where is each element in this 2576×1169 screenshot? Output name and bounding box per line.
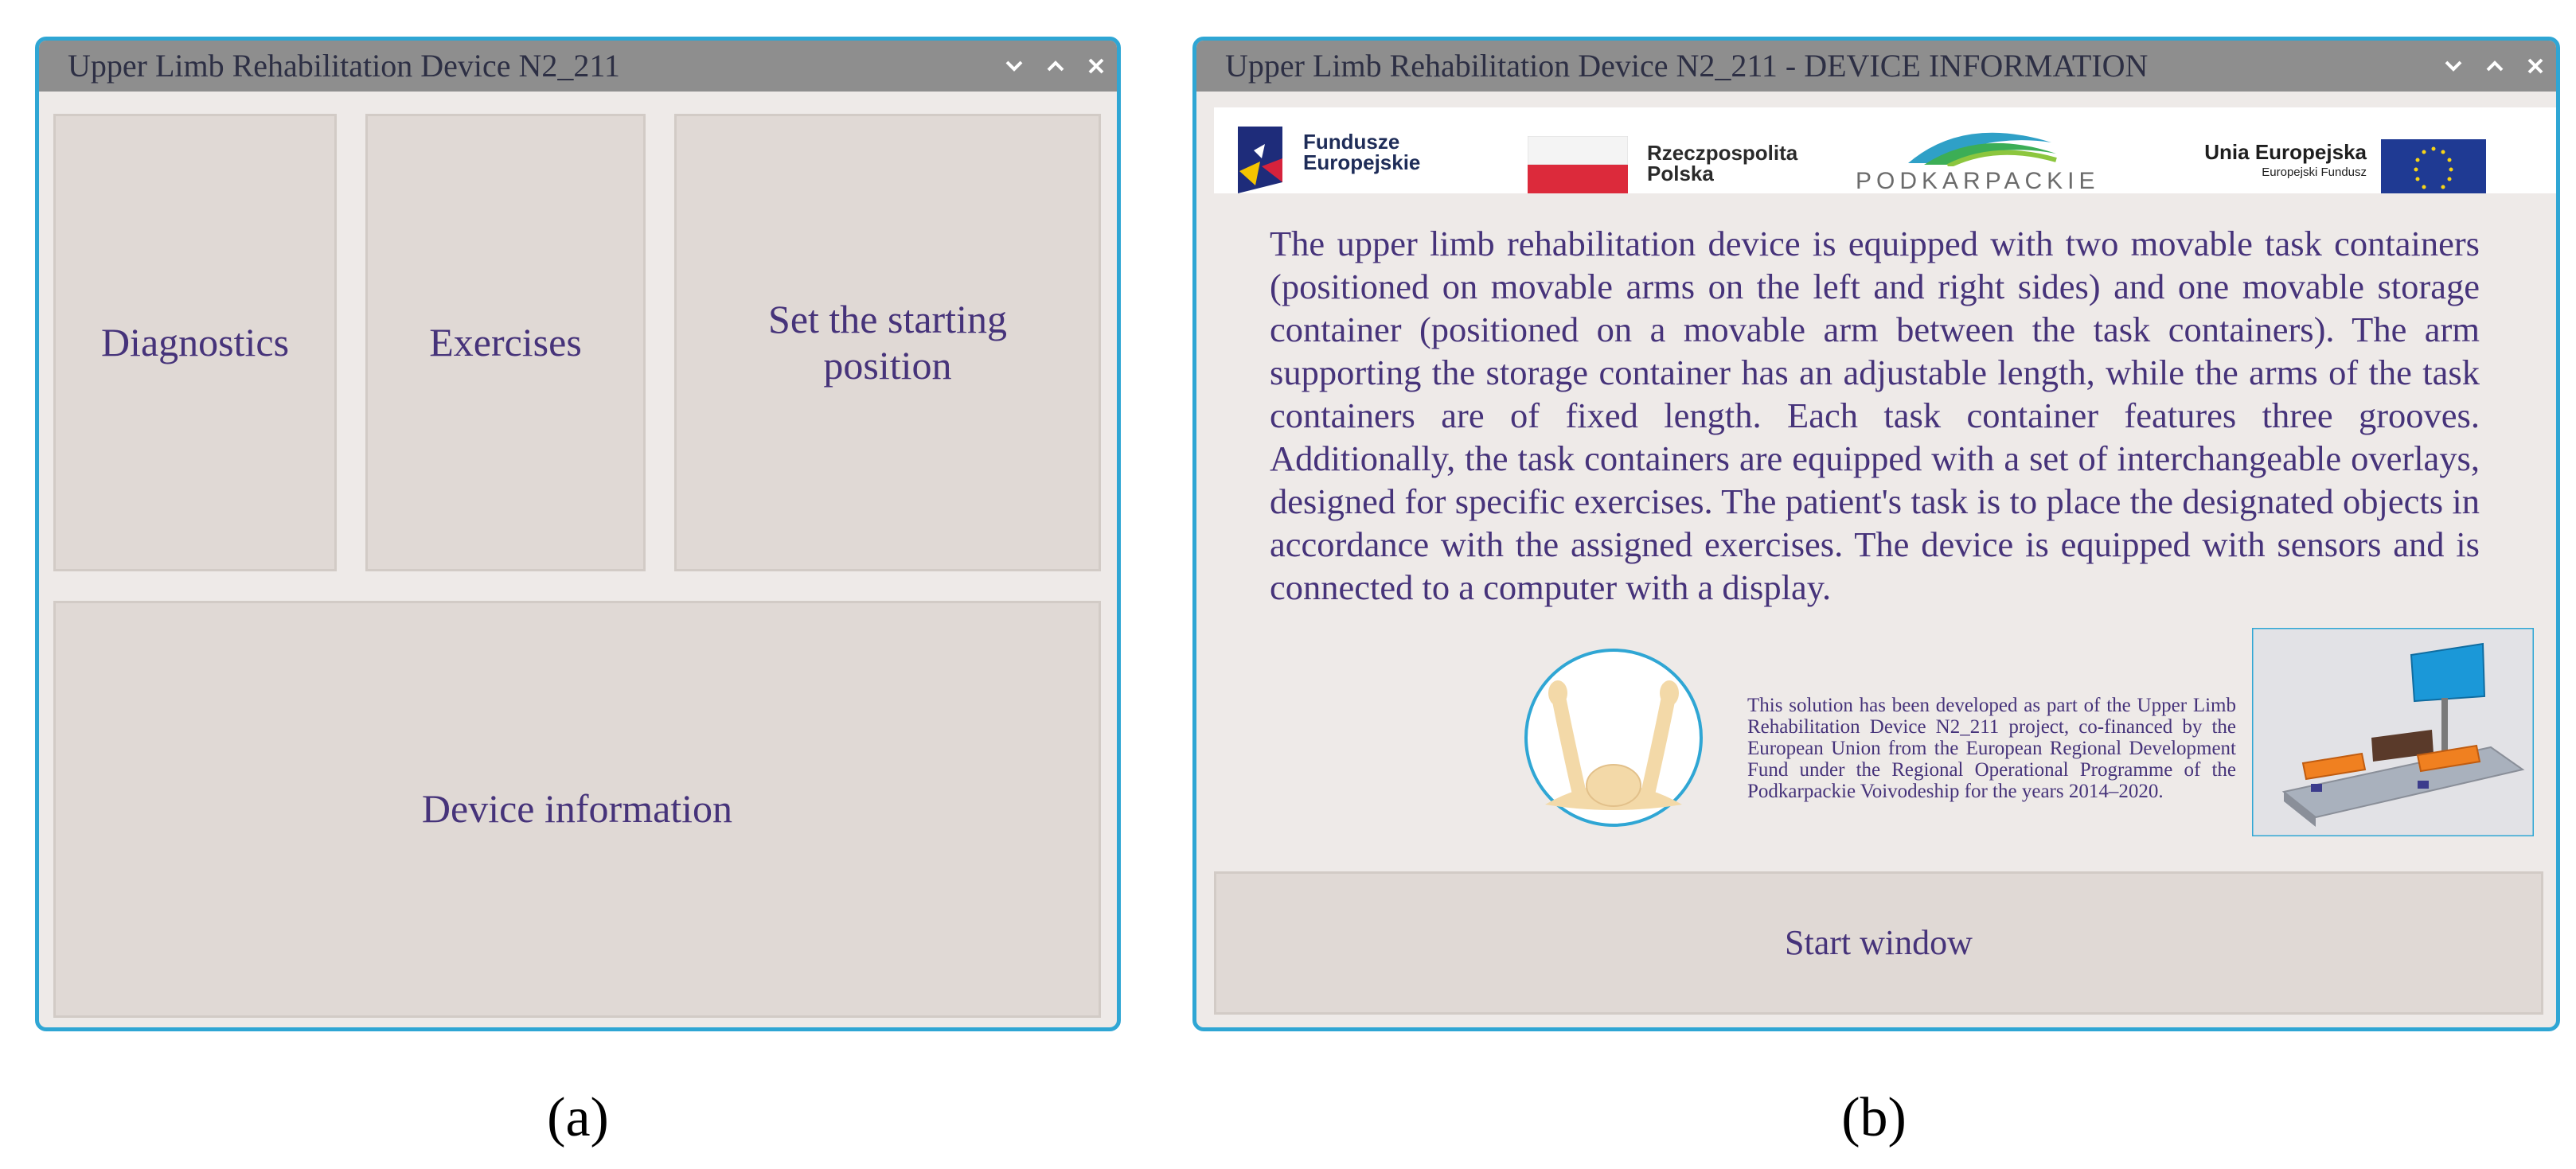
exercises-label: Exercises [429,319,582,364]
set-starting-position-button[interactable] [674,114,1101,571]
window-title: Upper Limb Rehabilitation Device N2_211 - DEVICE INFORMATION [1225,48,2149,84]
close-icon[interactable] [1087,57,1106,76]
title-bar[interactable] [39,41,1117,92]
device-information-window [1192,37,2560,1031]
chevron-up-icon[interactable] [1045,58,1066,74]
window-controls [1004,41,1106,92]
podkarpackie-logo [1900,119,2059,166]
diagnostics-label: Diagnostics [100,319,290,364]
device-description-text: The upper limb rehabilitation device is equipped with two movable task containers (positioned on movable arms on the left and right sides) and one movable storage container (positioned on a movable arm between the task containers). The arm supporting the storage container has an adjustable length, while the arms of the task containers are of fixed length. Each task container features three grooves. Additionally, the task containers are equipped with a set of interchangeable overlays, designed for specific exercises. The patient's task is to place the designated objects in accordance with the assigned exercises. The device is equipped with sensors and is connected to a computer with a display. [1270,224,2480,607]
eu-flag [2381,139,2486,193]
set-starting-position-label-line2: position [823,342,952,388]
main-window [35,37,1121,1031]
start-window-label: Start window [1785,922,1973,962]
device-information-label: Device information [421,786,733,832]
close-icon[interactable] [2526,57,2545,76]
polish-flag [1528,136,1628,193]
fundusze-europejskie-text: Fundusze Europejskie [1303,130,1421,174]
project-funding-note: This solution has been developed as part of the Upper Limb Rehabilitation Device N2_211 project, co-financed by the European Union from the European Regional Development Fund under the Regional Operational Programme of the Podkarpackie Voivodeship for the years 2014–2020. [1747,695,2236,802]
rzeczpospolita-polska-text: Rzeczpospolita Polska [1647,141,1798,185]
chevron-down-icon[interactable] [2443,58,2464,74]
chevron-up-icon[interactable] [2484,58,2505,74]
device-information-button[interactable] [53,601,1101,1018]
fundusze-europejskie-logo [1238,127,1286,193]
chevron-down-icon[interactable] [1004,58,1025,74]
start-window-button[interactable] [1214,871,2543,1015]
panel-label-a: (a) [547,1087,609,1148]
device-3d-render [2252,628,2534,836]
unia-europejska-text: Unia Europejska Europejski Fundusz [2204,140,2367,179]
panel-label-b: (b) [1841,1087,1907,1148]
funding-logos-banner [1214,107,2560,193]
exercises-button[interactable] [365,114,646,571]
patient-arms-illustration [1521,645,1706,830]
title-bar[interactable] [1196,41,2556,92]
set-starting-position-label-line1: Set the starting [768,297,1007,341]
diagnostics-button[interactable] [53,114,337,571]
podkarpackie-text: PODKARPACKIE [1856,168,2100,193]
window-title: Upper Limb Rehabilitation Device N2_211 [68,48,620,84]
window-controls [2443,41,2545,92]
